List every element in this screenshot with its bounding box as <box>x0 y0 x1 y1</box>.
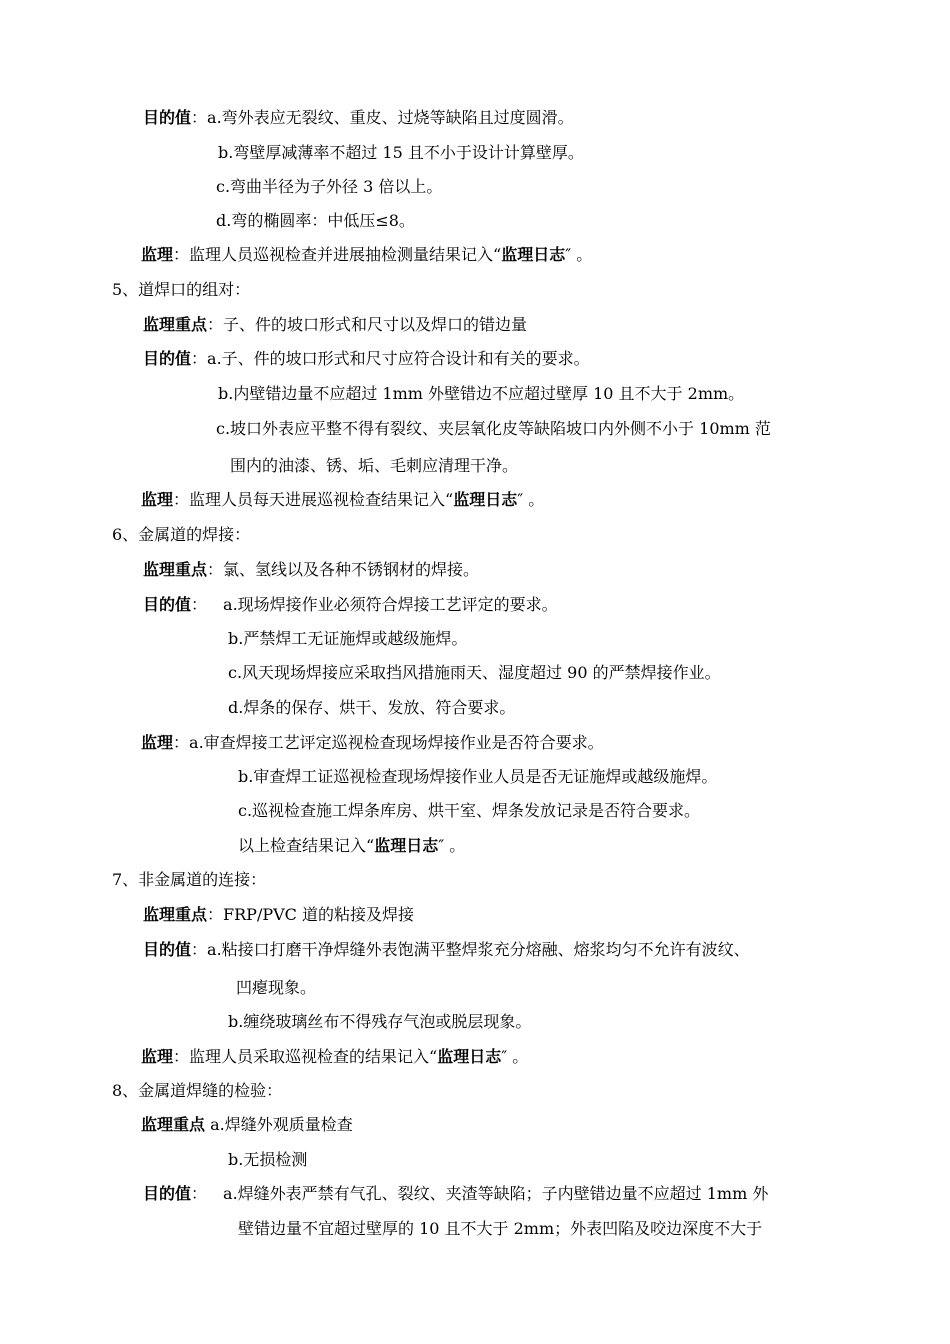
line-24: 监理重点：FRP/PVC 道的粘接及焊接 <box>143 905 414 924</box>
line-2: b.弯壁厚减薄率不超过 15 且不小于设计计算壁厚。 <box>218 143 584 162</box>
section-heading-5: 5、道焊口的组对： <box>112 280 251 299</box>
line-21: c.巡视检查施工焊条库房、烘干室、焊条发放记录是否符合要求。 <box>238 801 701 820</box>
line-25: 目的值：a.粘接口打磨干净焊缝外表饱满平整焊浆充分熔融、熔浆均匀不允许有波纹、 <box>143 940 750 959</box>
line-19: 监理：a.审查焊接工艺评定巡视检查现场焊接作业是否符合要求。 <box>141 733 604 752</box>
line-18: d.焊条的保存、烘干、发放、符合要求。 <box>228 698 516 717</box>
line-28: 监理：监理人员采取巡视检查的结果记入“监理日志″ 。 <box>141 1047 529 1066</box>
text: a.弯外表应无裂纹、重皮、过烧等缺陷且过度圆滑。 <box>207 108 574 127</box>
line-9: b.内壁错边量不应超过 1mm 外壁错边不应超过壁厚 10 且不大于 2mm。 <box>218 384 745 403</box>
line-15: 目的值： a.现场焊接作业必须符合焊接工艺评定的要求。 <box>143 595 558 614</box>
line-3: c.弯曲半径为子外径 3 倍以上。 <box>216 177 443 196</box>
line-31: b.无损检测 <box>228 1150 308 1169</box>
section-heading-7: 7、非金属道的连接： <box>112 870 267 889</box>
line-5: 监理：监理人员巡视检查并进展抽检测量结果记入“监理日志″ 。 <box>141 245 593 264</box>
label: 目的值 <box>143 108 192 127</box>
line-4: d.弯的椭圆率：中低压≤8。 <box>216 211 415 230</box>
line-32: 目的值： a.焊缝外表严禁有气孔、裂纹、夹渣等缺陷；子内壁错边量不应超过 1mm 外 <box>143 1184 769 1203</box>
section-heading-8: 8、金属道焊缝的检验： <box>112 1081 283 1100</box>
line-11: 围内的油漆、锈、垢、毛刺应清理干净。 <box>230 456 519 475</box>
line-26: 凹瘪现象。 <box>236 978 317 997</box>
line-27: b.缠绕玻璃丝布不得残存气泡或脱层现象。 <box>228 1012 532 1031</box>
line-14: 监理重点：氯、氢线以及各种不锈钢材的焊接。 <box>143 560 480 579</box>
line-33: 壁错边量不宜超过壁厚的 10 且不大于 2mm；外表凹陷及咬边深度不大于 <box>238 1219 763 1238</box>
line-20: b.审查焊工证巡视检查现场焊接作业人员是否无证施焊或越级施焊。 <box>238 767 718 786</box>
line-8: 目的值：a.子、件的坡口形式和尺寸应符合设计和有关的要求。 <box>143 349 590 368</box>
line-7: 监理重点：子、件的坡口形式和尺寸以及焊口的错边量 <box>143 315 528 334</box>
line-1: 目的值：a.弯外表应无裂纹、重皮、过烧等缺陷且过度圆滑。 <box>143 108 574 127</box>
line-16: b.严禁焊工无证施焊或越级施焊。 <box>228 629 468 648</box>
section-heading-6: 6、金属道的焊接： <box>112 525 251 544</box>
line-10: c.坡口外表应平整不得有裂纹、夹层氧化皮等缺陷坡口内外侧不小于 10mm 范 <box>216 419 771 438</box>
line-12: 监理：监理人员每天进展巡视检查结果记入“监理日志″ 。 <box>141 490 545 509</box>
line-30: 监理重点 a.焊缝外观质量检查 <box>141 1115 353 1134</box>
line-17: c.风天现场焊接应采取挡风措施雨天、湿度超过 90 的严禁焊接作业。 <box>228 663 721 682</box>
line-22: 以上检查结果记入“监理日志″ 。 <box>238 836 466 855</box>
